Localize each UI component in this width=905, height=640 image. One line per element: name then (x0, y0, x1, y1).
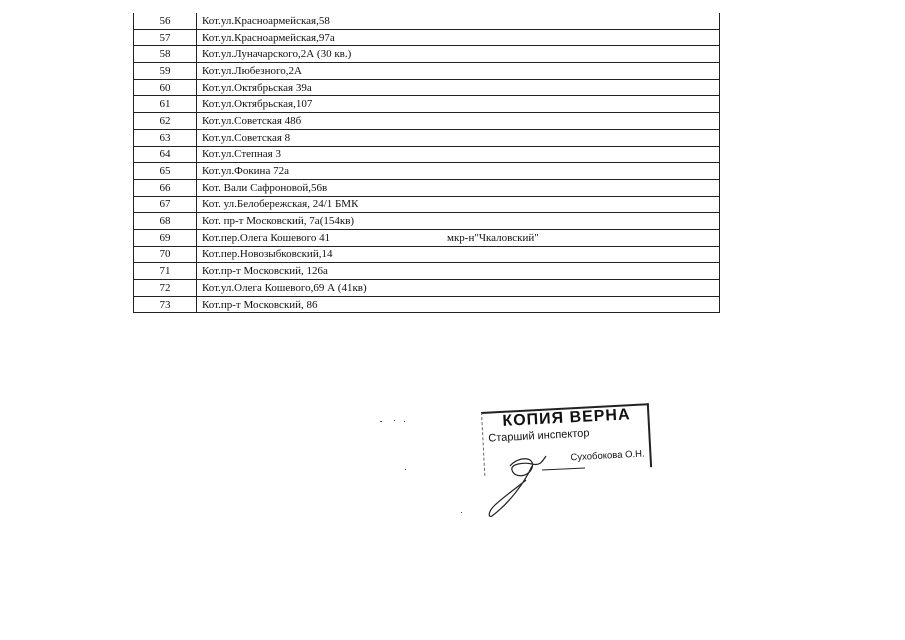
table-row (134, 296, 720, 313)
row-address-cell (197, 280, 720, 297)
row-address-cell (197, 13, 720, 29)
table-row (134, 213, 720, 230)
row-number: 59 (134, 63, 197, 80)
row-address: Кот.ул.Советская 48б (202, 114, 302, 127)
row-address: Кот.пер.Новозыбковский,14 (202, 248, 333, 261)
table-row (134, 79, 720, 96)
row-address: Кот.ул.Советская 8 (202, 131, 291, 144)
table-row (134, 179, 720, 196)
row-address: Кот.ул.Фокина 72а (202, 165, 289, 178)
table-row (134, 29, 720, 46)
row-address: Кот. ул.Белобережская, 24/1 БМК (202, 198, 359, 211)
boiler-address-table (133, 13, 720, 313)
row-address: Кот.пер.Олега Кошевого 41 (202, 231, 331, 244)
row-number: 63 (134, 129, 197, 146)
row-address: Кот.ул.Олега Кошевого,69 А (41кв) (202, 281, 367, 294)
row-number: 57 (134, 29, 197, 46)
row-number: 69 (134, 229, 197, 246)
row-number: 66 (134, 179, 197, 196)
table-row (134, 96, 720, 113)
table-row (134, 280, 720, 297)
row-address: Кот.ул.Любезного,2А (202, 64, 302, 77)
row-number: 64 (134, 146, 197, 163)
row-address: Кот.ул.Красноармейская,97а (202, 31, 335, 44)
row-address-cell (197, 63, 720, 80)
row-address: Кот.пр-т Московский, 86 (202, 298, 318, 311)
row-number: 70 (134, 246, 197, 263)
row-address: Кот.ул.Октябрьская,107 (202, 98, 313, 111)
row-address: Кот.ул.Степная 3 (202, 148, 281, 161)
row-address-cell (197, 179, 720, 196)
row-number: 67 (134, 196, 197, 213)
row-number: 58 (134, 46, 197, 63)
stamp-title: КОПИЯ ВЕРНА (502, 406, 631, 430)
row-number: 68 (134, 213, 197, 230)
table-row (134, 263, 720, 280)
row-address-cell (197, 229, 720, 246)
scan-speck (404, 421, 405, 422)
row-address-cell (197, 196, 720, 213)
table-row (134, 196, 720, 213)
table-row (134, 229, 720, 246)
table-row (134, 113, 720, 130)
row-address-cell (197, 46, 720, 63)
row-address-cell (197, 246, 720, 263)
stamp-position: Старший инспектор (488, 427, 590, 445)
table-row (134, 63, 720, 80)
table-body (134, 13, 720, 313)
table-row (134, 146, 720, 163)
row-number: 62 (134, 113, 197, 130)
row-address-cell (197, 213, 720, 230)
row-address-cell (197, 296, 720, 313)
row-address: Кот.ул.Красноармейская,58 (202, 14, 330, 27)
row-address-cell (197, 79, 720, 96)
table-row (134, 13, 720, 29)
row-number: 73 (134, 296, 197, 313)
row-number: 60 (134, 79, 197, 96)
row-address: Кот.ул.Октябрьская 39а (202, 81, 312, 94)
row-address-cell (197, 113, 720, 130)
stamp-signatory-name: Сухобокова О.Н. (570, 448, 645, 464)
row-address-cell (197, 146, 720, 163)
row-address-cell (197, 29, 720, 46)
scan-speck (405, 469, 406, 470)
row-number: 71 (134, 263, 197, 280)
row-address: Кот.пр-т Московский, 126а (202, 265, 328, 278)
table-row (134, 246, 720, 263)
row-number: 72 (134, 280, 197, 297)
row-address-cell (197, 129, 720, 146)
row-address: Кот.ул.Луначарского,2А (30 кв.) (202, 48, 352, 61)
scan-speck (394, 420, 395, 421)
table-row (134, 129, 720, 146)
table-row (134, 163, 720, 180)
row-number: 65 (134, 163, 197, 180)
row-address-cell (197, 96, 720, 113)
row-address: Кот. Вали Сафроновой,56в (202, 181, 328, 194)
handwritten-signature (480, 440, 590, 520)
scan-speck (380, 421, 382, 422)
row-number: 61 (134, 96, 197, 113)
scan-speck (461, 512, 462, 513)
row-address-cell (197, 263, 720, 280)
row-address: Кот. пр-т Московский, 7а(154кв) (202, 215, 355, 228)
table-row (134, 46, 720, 63)
row-number: 56 (134, 13, 197, 29)
row-district: мкр-н"Чкаловский" (447, 231, 539, 244)
row-address-cell (197, 163, 720, 180)
